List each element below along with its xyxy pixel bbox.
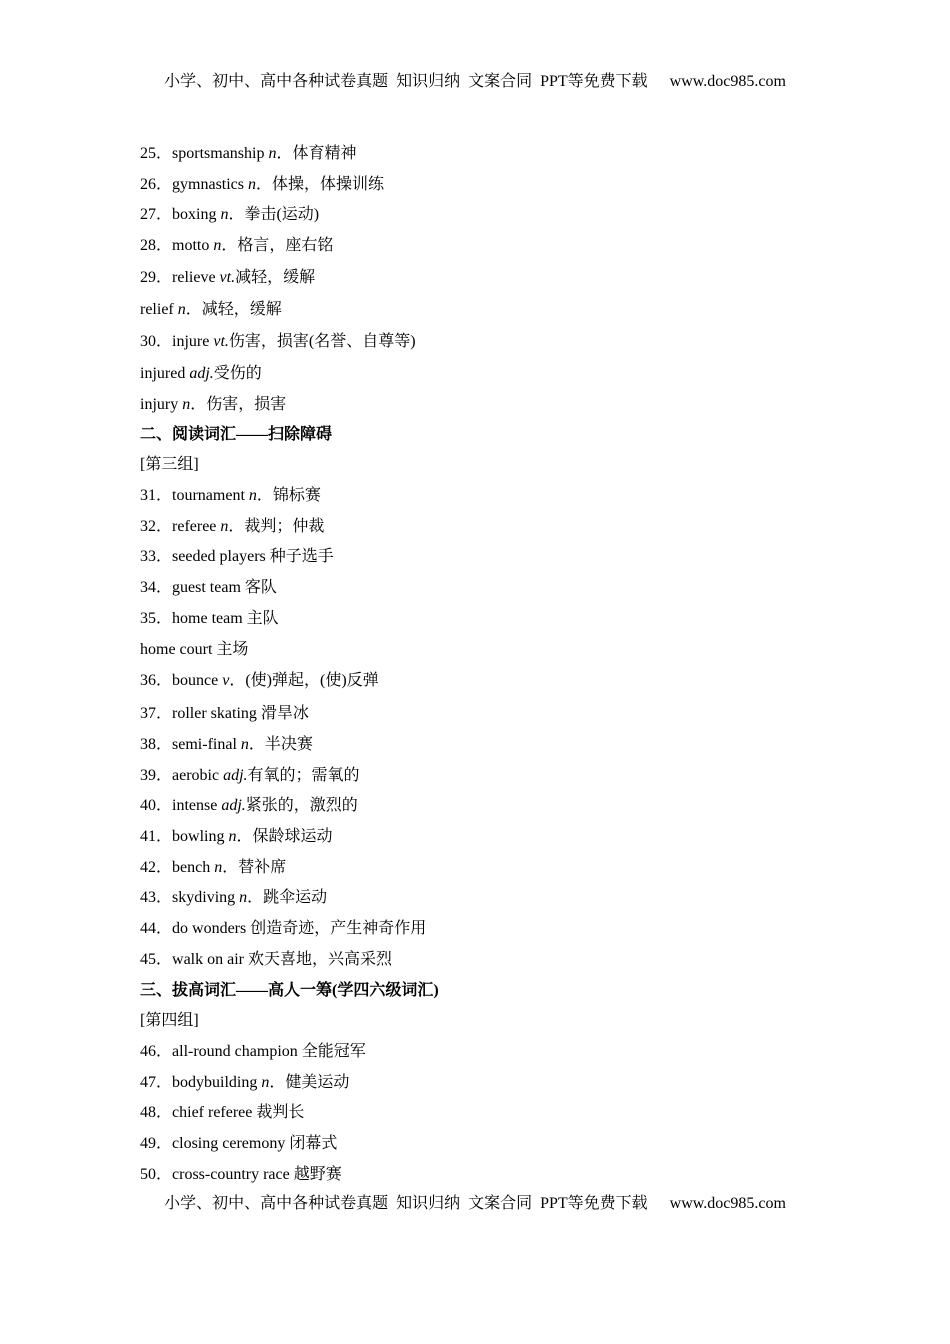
vocab-entry xyxy=(140,298,282,322)
entry-number: 27． xyxy=(140,206,173,223)
entry-part-of-speech: n xyxy=(220,518,229,535)
vocab-entry xyxy=(140,886,327,910)
entry-definition: 种子选手 xyxy=(269,548,334,565)
entry-definition: 减轻，缓解 xyxy=(235,269,316,286)
entry-definition: 欢天喜地，兴高采烈 xyxy=(248,951,393,968)
entry-definition: ．保龄球运动 xyxy=(236,828,333,845)
entry-number: 31． xyxy=(140,487,173,504)
entry-number: 49． xyxy=(140,1135,173,1152)
entry-word: intense xyxy=(172,797,222,814)
entry-part-of-speech: n xyxy=(239,889,248,906)
vocab-entry xyxy=(140,330,416,354)
entry-word: seeded players xyxy=(172,548,270,565)
vocab-entry xyxy=(140,1132,337,1156)
header-site: www.doc985.com xyxy=(669,73,786,90)
entry-word: home team xyxy=(172,610,247,627)
entry-word: closing ceremony xyxy=(172,1135,290,1152)
entry-part-of-speech: n xyxy=(213,237,222,254)
entry-part-of-speech: n xyxy=(248,487,257,504)
entry-definition: 客队 xyxy=(244,579,277,596)
entry-number: 32． xyxy=(140,518,173,535)
vocab-entry xyxy=(140,266,315,290)
vocab-entry xyxy=(140,1101,304,1125)
entry-part-of-speech: n xyxy=(228,828,237,845)
section-heading xyxy=(140,423,332,447)
entry-definition: 主场 xyxy=(216,641,249,658)
entry-definition: 越野赛 xyxy=(293,1166,342,1183)
entry-word: chief referee xyxy=(172,1104,257,1121)
entry-word: walk on air xyxy=(172,951,248,968)
vocab-entry xyxy=(140,917,426,941)
vocab-entry xyxy=(140,515,324,539)
entry-word: boxing xyxy=(172,206,221,223)
entry-word: injured xyxy=(140,365,190,382)
entry-number: 37． xyxy=(140,705,173,722)
entry-definition: ．(使)弹起，(使)反弹 xyxy=(229,672,379,689)
entry-word: aerobic xyxy=(172,767,224,784)
entry-word: sportsmanship xyxy=(172,145,269,162)
entry-definition: 受伤的 xyxy=(213,365,262,382)
vocab-entry xyxy=(140,173,384,197)
vocab-entry xyxy=(140,702,309,726)
header-text: 小学、初中、高中各种试卷真题 知识归纳 文案合同 PPT等免费下载 xyxy=(164,73,648,90)
entry-part-of-speech: n xyxy=(220,206,229,223)
entry-definition: ．拳击(运动) xyxy=(228,206,320,223)
vocab-entry xyxy=(140,362,262,386)
vocab-entry xyxy=(140,393,286,417)
entry-definition: ．替补席 xyxy=(222,859,287,876)
vocab-entry xyxy=(140,948,392,972)
entry-number: 47． xyxy=(140,1074,173,1091)
entry-word: do wonders xyxy=(172,920,251,937)
entry-part-of-speech: adj. xyxy=(223,767,248,784)
entry-word: skydiving xyxy=(172,889,240,906)
entry-definition: 全能冠军 xyxy=(301,1043,366,1060)
entry-definition: ．半决赛 xyxy=(248,736,313,753)
entry-number: 50． xyxy=(140,1166,173,1183)
footer-text: 小学、初中、高中各种试卷真题 知识归纳 文案合同 PPT等免费下载 xyxy=(164,1195,648,1212)
entry-number: 26． xyxy=(140,176,173,193)
entry-definition: 裁判长 xyxy=(256,1104,305,1121)
entry-word: bounce xyxy=(172,672,223,689)
vocab-entry xyxy=(140,764,360,788)
entry-part-of-speech: adj. xyxy=(221,797,246,814)
vocab-entry xyxy=(140,638,248,662)
vocab-entry xyxy=(140,1071,349,1095)
entry-number: 35． xyxy=(140,610,173,627)
entry-definition: 紧张的，激烈的 xyxy=(245,797,358,814)
page-footer xyxy=(0,1190,950,1213)
entry-word: bodybuilding xyxy=(172,1074,262,1091)
entry-definition: ．格言，座右铭 xyxy=(221,237,334,254)
entry-word: guest team xyxy=(172,579,245,596)
entry-number: 30． xyxy=(140,333,173,350)
entry-number: 36． xyxy=(140,672,173,689)
entry-definition: 有氧的；需氧的 xyxy=(247,767,360,784)
entry-definition: ．体操，体操训练 xyxy=(256,176,385,193)
entry-definition: ．锦标赛 xyxy=(256,487,321,504)
entry-definition: ．减轻，缓解 xyxy=(185,301,282,318)
entry-number: 40． xyxy=(140,797,173,814)
entry-definition: 创造奇迹，产生神奇作用 xyxy=(250,920,427,937)
entry-number: 25． xyxy=(140,145,173,162)
vocab-entry xyxy=(140,607,279,631)
entry-part-of-speech: vt. xyxy=(219,269,236,286)
vocab-entry xyxy=(140,453,199,477)
entry-word: relief xyxy=(140,301,178,318)
entry-number: 46． xyxy=(140,1043,173,1060)
entry-word: cross-country race xyxy=(172,1166,294,1183)
entry-number: 39． xyxy=(140,767,173,784)
vocab-entry xyxy=(140,1040,366,1064)
entry-part-of-speech: adj. xyxy=(189,365,214,382)
entry-word: bowling xyxy=(172,828,229,845)
vocab-entry xyxy=(140,545,334,569)
page-header xyxy=(0,68,950,91)
entry-word: relieve xyxy=(172,269,220,286)
entry-number: 33． xyxy=(140,548,173,565)
entry-definition: ．裁判；仲裁 xyxy=(228,518,325,535)
entry-word: tournament xyxy=(172,487,249,504)
entry-word: injure xyxy=(172,333,214,350)
vocab-entry xyxy=(140,1163,342,1187)
entry-word: gymnastics xyxy=(172,176,249,193)
vocab-entry xyxy=(140,484,321,508)
entry-part-of-speech: n xyxy=(240,736,249,753)
entry-word: referee xyxy=(172,518,221,535)
entry-definition: ．体育精神 xyxy=(276,145,357,162)
entry-number: 29． xyxy=(140,269,173,286)
entry-part-of-speech: n xyxy=(177,301,186,318)
vocab-entry xyxy=(140,669,379,693)
entry-part-of-speech: n xyxy=(261,1074,270,1091)
entry-number: 44． xyxy=(140,920,173,937)
entry-number: 34． xyxy=(140,579,173,596)
entry-part-of-speech: n xyxy=(182,396,191,413)
entry-number: 28． xyxy=(140,237,173,254)
entry-word: home court xyxy=(140,641,217,658)
entry-word: semi-final xyxy=(172,736,241,753)
entry-word: motto xyxy=(172,237,214,254)
entry-number: 45． xyxy=(140,951,173,968)
entry-number: 38． xyxy=(140,736,173,753)
vocab-entry xyxy=(140,203,319,227)
entry-word: [第四组] xyxy=(140,1012,199,1029)
section-heading-text: 二、阅读词汇——扫除障碍 xyxy=(140,426,333,443)
vocab-entry xyxy=(140,234,333,258)
entry-number: 43． xyxy=(140,889,173,906)
entry-word: [第三组] xyxy=(140,456,199,473)
entry-number: 48． xyxy=(140,1104,173,1121)
entry-definition: 伤害，损害(名誉、自尊等) xyxy=(228,333,416,350)
entry-part-of-speech: n xyxy=(268,145,277,162)
vocab-entry xyxy=(140,733,313,757)
entry-word: all-round champion xyxy=(172,1043,302,1060)
entry-number: 41． xyxy=(140,828,173,845)
entry-definition: ．健美运动 xyxy=(269,1074,350,1091)
entry-part-of-speech: n xyxy=(214,859,223,876)
vocab-entry xyxy=(140,142,356,166)
vocab-entry xyxy=(140,856,286,880)
entry-word: bench xyxy=(172,859,215,876)
entry-word: roller skating xyxy=(172,705,261,722)
entry-definition: ．跳伞运动 xyxy=(247,889,328,906)
section-heading-text: 三、拔高词汇——高人一筹(学四六级词汇) xyxy=(140,982,439,999)
entry-part-of-speech: n xyxy=(248,176,257,193)
entry-definition: 主队 xyxy=(246,610,279,627)
entry-definition: ．伤害，损害 xyxy=(190,396,287,413)
entry-part-of-speech: v xyxy=(222,672,230,689)
entry-definition: 滑旱冰 xyxy=(260,705,309,722)
entry-definition: 闭幕式 xyxy=(289,1135,338,1152)
footer-site: www.doc985.com xyxy=(669,1195,786,1212)
section-heading xyxy=(140,979,439,1003)
vocab-entry xyxy=(140,794,358,818)
vocab-entry xyxy=(140,1009,199,1033)
entry-number: 42． xyxy=(140,859,173,876)
entry-word: injury xyxy=(140,396,183,413)
vocab-entry xyxy=(140,576,277,600)
entry-part-of-speech: vt. xyxy=(213,333,229,350)
vocab-entry xyxy=(140,825,332,849)
